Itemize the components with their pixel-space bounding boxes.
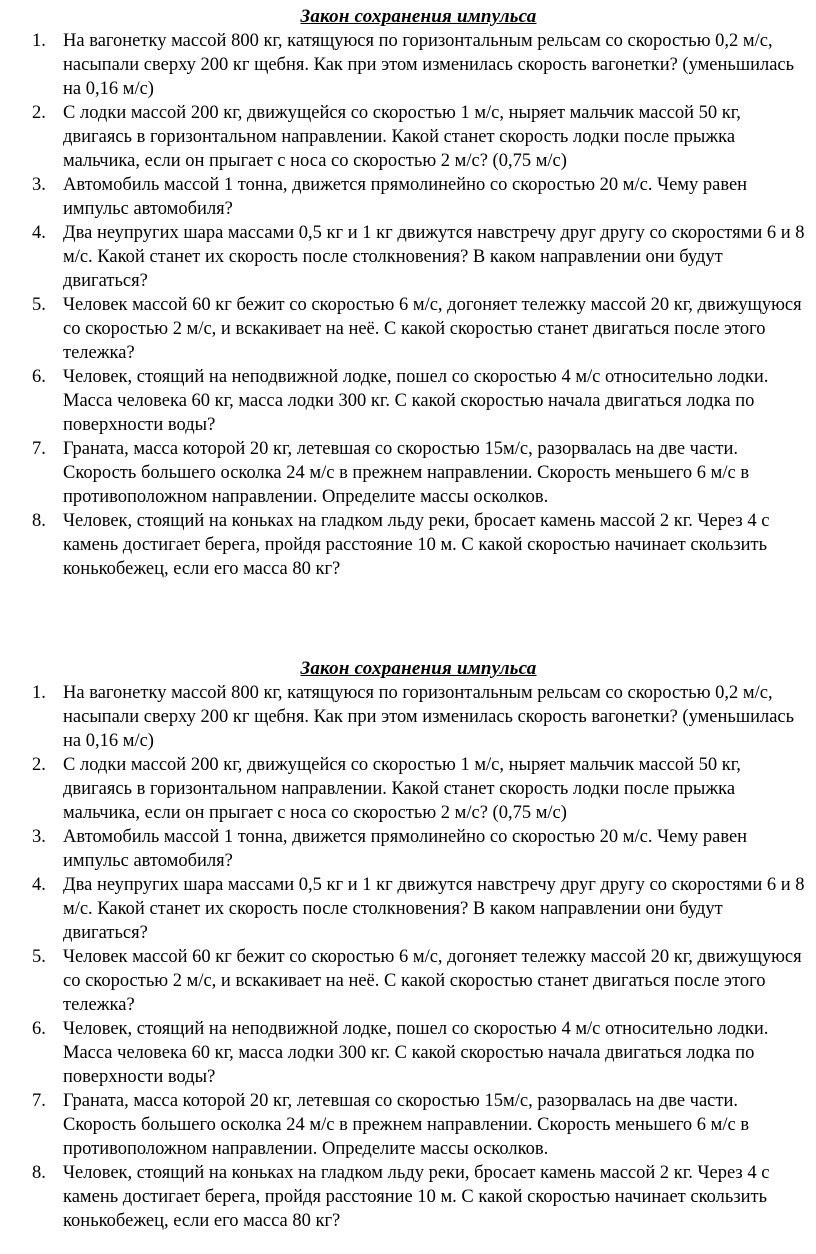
problem-number: 5. [32,295,46,315]
problem-item [32,1161,805,1233]
problem-number: 2. [32,755,46,775]
problem-number: 3. [32,827,46,847]
problem-text: Человек массой 60 кг бежит со скоростью 6 м/с, догоняет тележку массой 20 кг, движущуюся со скоростью 2 м/с, и вскакивает на неё. С какой скоростью станет двигаться после этого тележка? [63,947,802,1015]
problem-text: Человек, стоящий на неподвижной лодке, пошел со скоростью 4 м/с относительно лодки. Масса человека 60 кг, масса лодки 300 кг. С какой скоростью начала двигаться лодка по поверхности воды? [63,1019,769,1087]
problem-item [32,753,805,825]
problem-text: Автомобиль массой 1 тонна, движется прямолинейно со скоростью 20 м/с. Чему равен импульс автомобиля? [63,827,748,871]
problem-set-2 [32,657,805,1233]
problem-text: С лодки массой 200 кг, движущейся со скоростью 1 м/с, ныряет мальчик массой 50 кг, двигаясь в горизонтальном направлении. Какой станет скорость лодки после прыжка мальчика, если он прыгает с носа со скоростью 2 м/с? (0,75 м/с) [63,103,741,171]
problem-text: Два неупругих шара массами 0,5 кг и 1 кг движутся навстречу друг другу со скоростями 6 и 8 м/с. Какой станет их скорость после столкновения? В каком направлении они будут двигаться? [63,223,805,291]
problem-item [32,101,805,173]
problem-list [32,681,805,1233]
problem-text: На вагонетку массой 800 кг, катящуюся по горизонтальным рельсам со скоростью 0,2 м/с, насыпали сверху 200 кг щебня. Как при этом изменилась скорость вагонетки? (уменьшилась на 0,16 м/с) [63,31,795,99]
problem-item [32,681,805,753]
problem-number: 6. [32,367,46,387]
problem-item [32,221,805,293]
problem-number: 4. [32,223,46,243]
problem-item [32,1017,805,1089]
problem-item [32,509,805,581]
problem-text: Человек, стоящий на коньках на гладком льду реки, бросает камень массой 2 кг. Через 4 с камень достигает берега, пройдя расстояние 10 м. С какой скоростью начинает скользить конькобежец, если его масса 80 кг? [63,511,770,579]
problem-number: 6. [32,1019,46,1039]
problem-text: Человек, стоящий на коньках на гладком льду реки, бросает камень массой 2 кг. Через 4 с камень достигает берега, пройдя расстояние 10 м. С какой скоростью начинает скользить конькобежец, если его масса 80 кг? [63,1163,770,1231]
problem-item [32,293,805,365]
section-title: Закон сохранения импульса [300,658,537,679]
problem-number: 8. [32,1163,46,1183]
problem-item [32,173,805,221]
problem-item [32,825,805,873]
problem-number: 5. [32,947,46,967]
problem-number: 7. [32,1091,46,1111]
section-title: Закон сохранения импульса [300,6,537,27]
problem-number: 8. [32,511,46,531]
problem-text: С лодки массой 200 кг, движущейся со скоростью 1 м/с, ныряет мальчик массой 50 кг, двигаясь в горизонтальном направлении. Какой станет скорость лодки после прыжка мальчика, если он прыгает с носа со скоростью 2 м/с? (0,75 м/с) [63,755,741,823]
problem-list [32,29,805,581]
problem-text: Граната, масса которой 20 кг, летевшая со скоростью 15м/с, разорвалась на две части. Скорость большего осколка 24 м/с в прежнем направлении. Скорость меньшего 6 м/с в противоположном направлении. Определите массы осколков. [63,439,750,507]
problem-number: 1. [32,31,46,51]
problem-number: 3. [32,175,46,195]
problem-text: Автомобиль массой 1 тонна, движется прямолинейно со скоростью 20 м/с. Чему равен импульс автомобиля? [63,175,748,219]
problem-number: 4. [32,875,46,895]
problem-item [32,945,805,1017]
problem-item [32,437,805,509]
problem-number: 2. [32,103,46,123]
problem-set-1 [32,5,805,581]
problem-text: Граната, масса которой 20 кг, летевшая со скоростью 15м/с, разорвалась на две части. Скорость большего осколка 24 м/с в прежнем направлении. Скорость меньшего 6 м/с в противоположном направлении. Определите массы осколков. [63,1091,750,1159]
problem-text: Человек, стоящий на неподвижной лодке, пошел со скоростью 4 м/с относительно лодки. Масса человека 60 кг, масса лодки 300 кг. С какой скоростью начала двигаться лодка по поверхности воды? [63,367,769,435]
problem-text: Два неупругих шара массами 0,5 кг и 1 кг движутся навстречу друг другу со скоростями 6 и 8 м/с. Какой станет их скорость после столкновения? В каком направлении они будут двигаться? [63,875,805,943]
problem-text: На вагонетку массой 800 кг, катящуюся по горизонтальным рельсам со скоростью 0,2 м/с, насыпали сверху 200 кг щебня. Как при этом изменилась скорость вагонетки? (уменьшилась на 0,16 м/с) [63,683,795,751]
problem-text: Человек массой 60 кг бежит со скоростью 6 м/с, догоняет тележку массой 20 кг, движущуюся со скоростью 2 м/с, и вскакивает на неё. С какой скоростью станет двигаться после этого тележка? [63,295,802,363]
problem-number: 7. [32,439,46,459]
problem-item [32,1089,805,1161]
problem-number: 1. [32,683,46,703]
problem-item [32,873,805,945]
problem-item [32,365,805,437]
problem-item [32,29,805,101]
